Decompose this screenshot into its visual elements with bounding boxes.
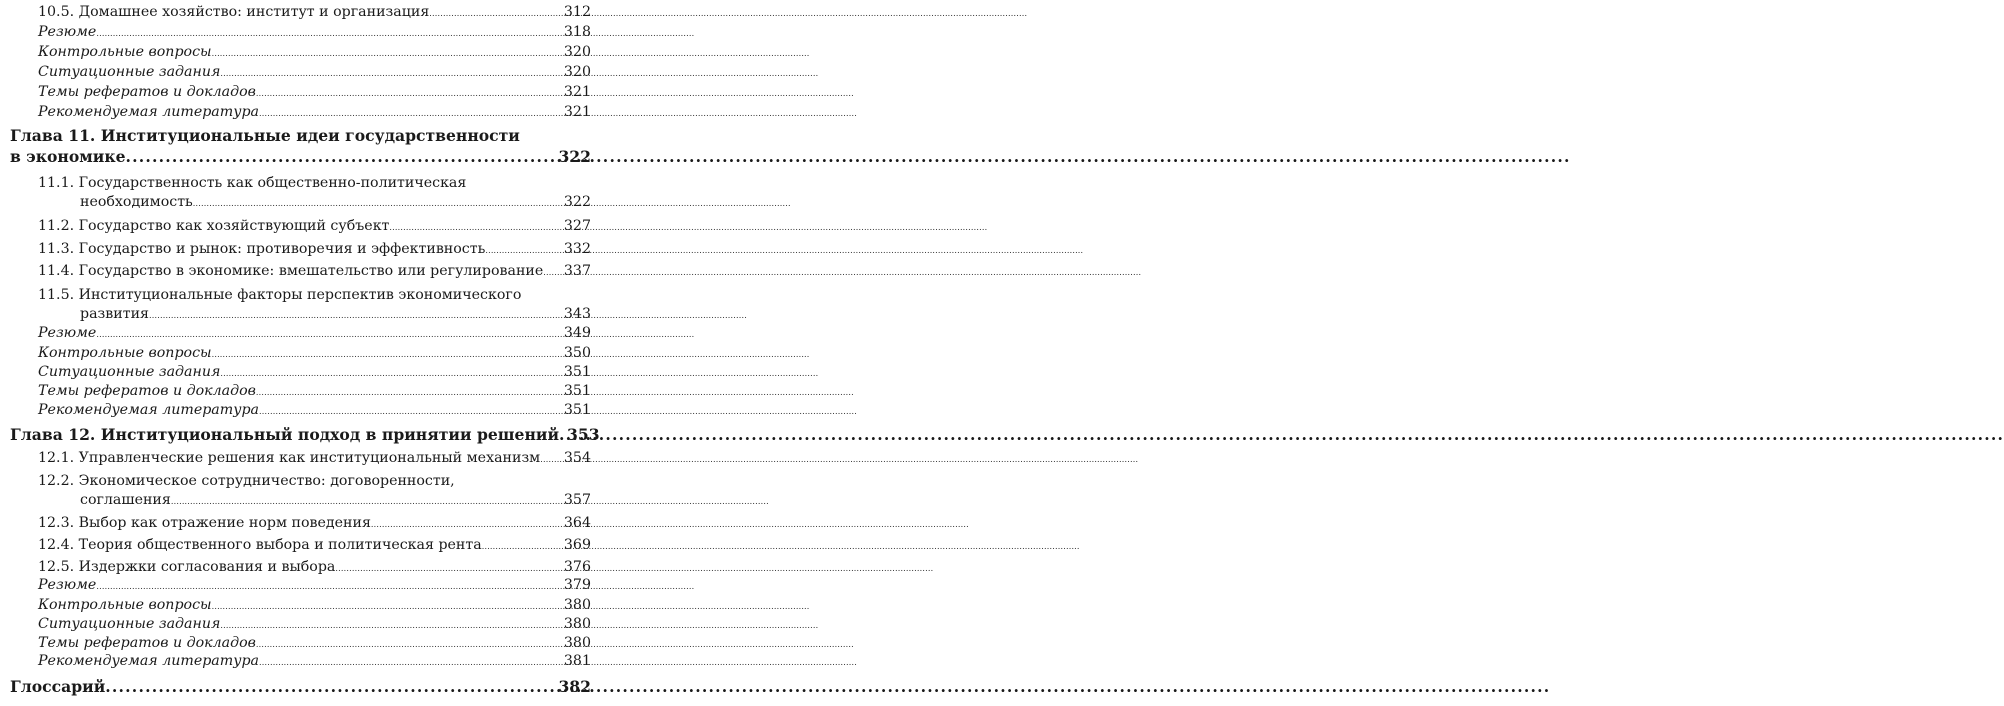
toc-entry-page: 354 <box>563 450 591 466</box>
chapter-title-line1: Глава 11. Институциональные идеи государственности <box>10 126 520 145</box>
toc-entry-title: 12.1. Управленческие решения как институциональный механизм <box>38 450 541 466</box>
toc-entry-title: Ситуационные задания <box>38 616 221 632</box>
toc-entry-page: 379 <box>563 577 591 593</box>
toc-entry-title: 10.5. Домашнее хозяйство: институт и организация <box>38 4 430 20</box>
dot-leader <box>220 363 562 383</box>
toc-entry-page: 321 <box>563 84 591 100</box>
dot-leader <box>96 324 562 344</box>
toc-entry-page: 376 <box>563 559 591 575</box>
chapter-page: 353 <box>567 425 600 444</box>
toc-entry-title: Контрольные вопросы <box>38 44 212 60</box>
dot-leader <box>126 148 557 166</box>
toc-entry-title: 12.5. Издержки согласования и выбора <box>38 559 336 575</box>
toc-entry-title: 11.4. Государство в экономике: вмешательство или регулирование <box>38 263 544 279</box>
toc-entry-title: 11.5. Институциональные факторы перспектив экономического <box>38 287 522 303</box>
toc-entry-title: Ситуационные задания <box>38 364 221 380</box>
dot-leader <box>193 193 562 213</box>
dot-leader <box>259 652 562 672</box>
toc-entry-title: 11.3. Государство и рынок: противоречия и эффективность <box>38 241 486 257</box>
chapter-title: Глава 12. Институциональный подход в принятии решений <box>10 425 560 444</box>
toc-entry-title-cont: соглашения <box>80 492 171 508</box>
toc-entry-page: 380 <box>563 635 591 651</box>
toc-entry-title: Резюме <box>38 24 97 40</box>
toc-entry-page: 351 <box>563 383 591 399</box>
toc-entry-title: Темы рефератов и докладов <box>38 383 256 399</box>
toc-entry-title: 12.2. Экономическое сотрудничество: договоренности, <box>38 473 455 489</box>
toc-entry-title: 11.1. Государственность как общественно-политическая <box>38 175 467 191</box>
toc-entry-page: 351 <box>563 402 591 418</box>
dot-leader <box>543 262 562 282</box>
toc-entry-page: 369 <box>563 537 591 553</box>
toc-entry-title: Контрольные вопросы <box>38 345 212 361</box>
table-of-contents <box>0 0 601 706</box>
dot-leader <box>220 615 562 635</box>
toc-entry-page: 321 <box>563 104 591 120</box>
dot-leader <box>212 596 562 616</box>
chapter-title-line2: в экономике <box>10 147 126 166</box>
toc-entry-title: 11.2. Государство как хозяйствующий субъект <box>38 218 390 234</box>
dot-leader <box>259 401 562 421</box>
toc-entry-page: 380 <box>563 616 591 632</box>
toc-entry-page: 349 <box>563 325 591 341</box>
dot-leader <box>482 536 562 556</box>
dot-leader <box>256 83 562 103</box>
toc-entry-page: 337 <box>563 263 591 279</box>
dot-leader <box>259 103 562 123</box>
glossary-page: 382 <box>558 677 591 696</box>
dot-leader <box>220 63 562 83</box>
chapter-page: 322 <box>558 147 591 166</box>
toc-entry-title: Рекомендуемая литература <box>38 402 259 418</box>
dot-leader <box>335 558 562 578</box>
toc-entry-page: 322 <box>563 194 591 210</box>
toc-entry-page: 343 <box>563 306 591 322</box>
toc-entry-title: Рекомендуемая литература <box>38 104 259 120</box>
dot-leader <box>389 217 562 237</box>
dot-leader <box>171 491 562 511</box>
toc-entry-page: 327 <box>563 218 591 234</box>
dot-leader <box>212 344 562 364</box>
toc-entry-page: 364 <box>563 515 591 531</box>
toc-entry-page: 318 <box>563 24 591 40</box>
toc-entry-title: Контрольные вопросы <box>38 597 212 613</box>
toc-entry-title: Рекомендуемая литература <box>38 653 259 669</box>
toc-entry-page: 350 <box>563 345 591 361</box>
toc-entry-page: 332 <box>563 241 591 257</box>
dot-leader <box>96 576 562 596</box>
dot-leader <box>429 3 562 23</box>
dot-leader <box>96 23 562 43</box>
toc-entry-page: 312 <box>563 4 591 20</box>
toc-entry-title: Темы рефератов и докладов <box>38 84 256 100</box>
dot-leader <box>256 634 562 654</box>
dot-leader <box>371 514 562 534</box>
toc-entry-page: 320 <box>563 64 591 80</box>
glossary-title: Глоссарий <box>10 677 106 696</box>
toc-entry-title: Резюме <box>38 325 97 341</box>
dot-leader <box>212 43 562 63</box>
toc-entry-page: 357 <box>563 492 591 508</box>
toc-entry-title-cont: развития <box>80 306 149 322</box>
dot-leader <box>256 382 562 402</box>
toc-entry-page: 381 <box>563 653 591 669</box>
toc-entry-page: 380 <box>563 597 591 613</box>
dot-leader <box>540 449 562 469</box>
toc-entry-title: 12.4. Теория общественного выбора и политическая рента <box>38 537 482 553</box>
dot-leader <box>149 305 562 325</box>
toc-entry-title: 12.3. Выбор как отражение норм поведения <box>38 515 371 531</box>
dot-leader <box>485 240 562 260</box>
toc-entry-title: Резюме <box>38 577 97 593</box>
toc-entry-title: Темы рефератов и докладов <box>38 635 256 651</box>
toc-entry-page: 320 <box>563 44 591 60</box>
toc-entry-title: Ситуационные задания <box>38 64 221 80</box>
dot-leader <box>105 678 556 696</box>
toc-entry-page: 351 <box>563 364 591 380</box>
toc-entry-title-cont: необходимость <box>80 194 193 210</box>
